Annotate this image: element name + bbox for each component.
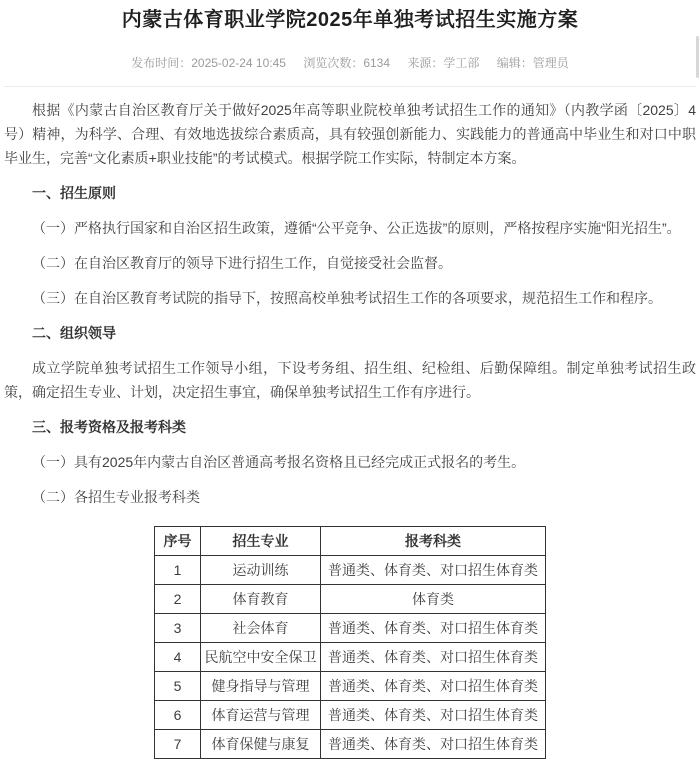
table-header-cell-major: 招生专业 [201, 527, 321, 556]
section-heading-eligibility: 三、报考资格及报考科类 [32, 419, 186, 435]
meta-editor-value: 管理员 [532, 56, 569, 70]
meta-publish-time-label: 发布时间： [131, 56, 192, 70]
meta-source-label: 来源： [407, 56, 444, 70]
section-heading-organization: 二、组织领导 [32, 325, 116, 341]
table-cell-category: 普通类、体育类、对口招生体育类 [321, 730, 546, 759]
intro-paragraph: 根据《内蒙古自治区教育厅关于做好2025年高等职业院校单独考试招生工作的通知》（内教学函〔2025〕4号）精神，为科学、合理、有效地选拔综合素质高，具有较强创新能力、实践能力的普通高中毕业生和对口中职毕业生，完善“文化素质+职业技能”的考试模式。根据学院工作实际，特制定本方案。 [4, 102, 696, 166]
meta-editor [497, 56, 569, 70]
table-row [155, 614, 546, 643]
section-heading-principles: 一、招生原则 [32, 185, 116, 201]
meta-view-count [303, 56, 390, 70]
table-cell-major: 体育教育 [201, 585, 321, 614]
table-cell-major: 体育运营与管理 [201, 701, 321, 730]
table-cell-category: 普通类、体育类、对口招生体育类 [321, 701, 546, 730]
meta-view-count-label: 浏览次数： [303, 56, 364, 70]
table-cell-index: 2 [155, 585, 201, 614]
table-cell-index: 1 [155, 556, 201, 585]
table-header-cell-category: 报考科类 [321, 527, 546, 556]
table-header-row [155, 527, 546, 556]
table-cell-major: 体育保健与康复 [201, 730, 321, 759]
table-cell-index: 7 [155, 730, 201, 759]
divider [4, 86, 696, 87]
meta-publish-time-value: 2025-02-24 10:45 [191, 56, 286, 70]
meta-editor-label: 编辑： [496, 56, 533, 70]
article-meta [0, 55, 700, 71]
eligibility-item-2: （二）各招生专业报考科类 [32, 489, 200, 505]
meta-source-value: 学工部 [443, 56, 480, 70]
table-cell-category: 普通类、体育类、对口招生体育类 [321, 672, 546, 701]
table-cell-major: 社会体育 [201, 614, 321, 643]
table-row [155, 643, 546, 672]
table-cell-category: 普通类、体育类、对口招生体育类 [321, 556, 546, 585]
meta-publish-time [131, 56, 286, 70]
organization-paragraph: 成立学院单独考试招生工作领导小组，下设考务组、招生组、纪检组、后勤保障组。制定单独考试招生政策，确定招生专业、计划，决定招生事宜，确保单独考试招生工作有序进行。 [4, 360, 696, 400]
table-cell-major: 健身指导与管理 [201, 672, 321, 701]
table-cell-index: 4 [155, 643, 201, 672]
table-cell-major: 民航空中安全保卫 [201, 643, 321, 672]
table-row [155, 730, 546, 759]
table-row [155, 672, 546, 701]
table-cell-index: 5 [155, 672, 201, 701]
table-row [155, 556, 546, 585]
article-content [0, 98, 700, 759]
table-row [155, 585, 546, 614]
table-cell-category: 体育类 [321, 585, 546, 614]
table-cell-category: 普通类、体育类、对口招生体育类 [321, 643, 546, 672]
principle-item-3: （三）在自治区教育考试院的指导下，按照高校单独考试招生工作的各项要求，规范招生工作和程序。 [32, 290, 662, 306]
principle-item-1: （一）严格执行国家和自治区招生政策，遵循“公平竞争、公正选拔”的原则，严格按程序实施“阳光招生”。 [32, 220, 681, 236]
eligibility-item-1: （一）具有2025年内蒙古自治区普通高考报名资格且已经完成正式报名的考生。 [32, 454, 526, 470]
table-cell-major: 运动训练 [201, 556, 321, 585]
admission-majors-table [154, 526, 546, 759]
principle-item-2: （二）在自治区教育厅的领导下进行招生工作，自觉接受社会监督。 [32, 255, 452, 271]
table-cell-category: 普通类、体育类、对口招生体育类 [321, 614, 546, 643]
meta-source [407, 56, 479, 70]
scrollbar-thumb[interactable] [696, 36, 699, 78]
table-row [155, 701, 546, 730]
table-header-cell-index: 序号 [155, 527, 201, 556]
table-cell-index: 3 [155, 614, 201, 643]
table-cell-index: 6 [155, 701, 201, 730]
page-title: 内蒙古体育职业学院2025年单独考试招生实施方案 [121, 9, 579, 31]
meta-view-count-value: 6134 [363, 56, 391, 70]
